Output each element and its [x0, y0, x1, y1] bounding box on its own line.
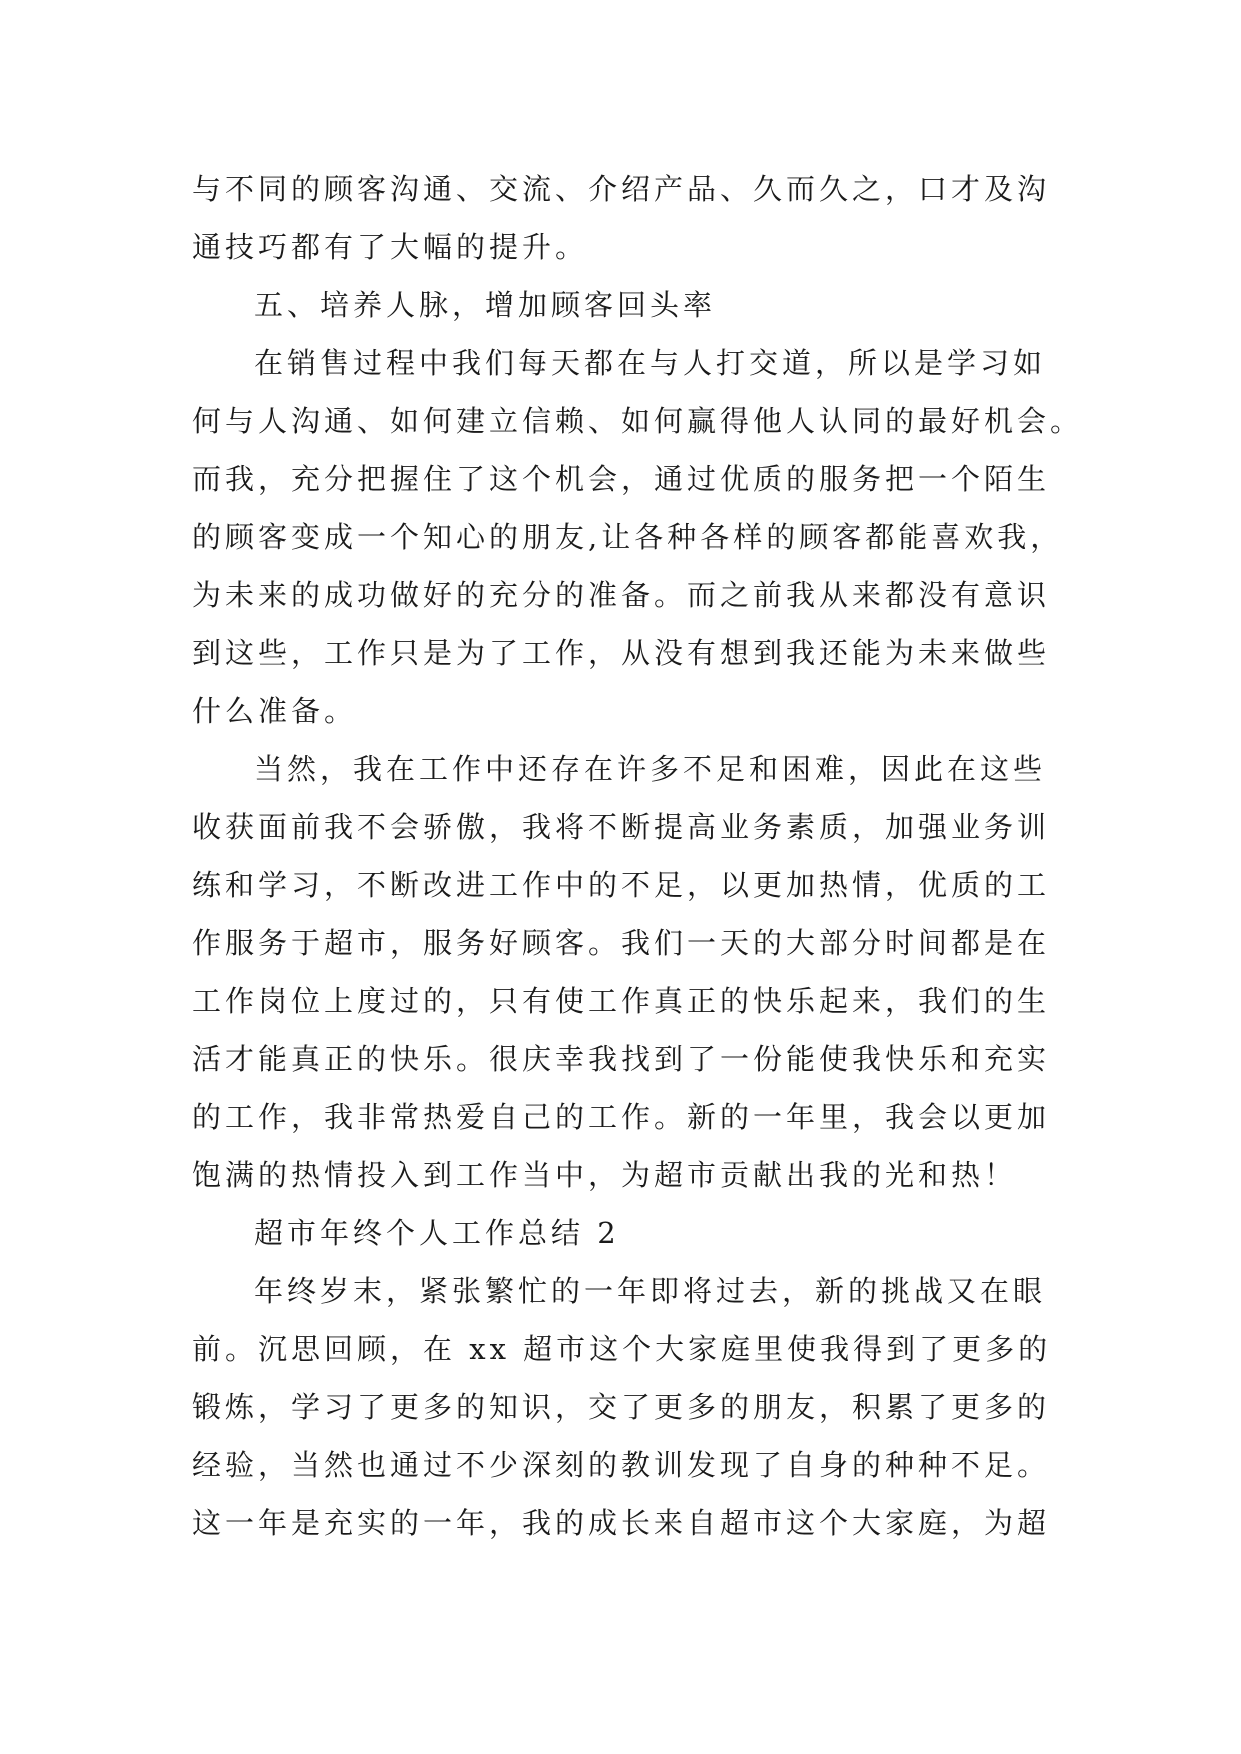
- document-body: [192, 160, 1084, 1552]
- text-line: 经验，当然也通过不少深刻的教训发现了自身的种种不足。: [192, 1448, 1051, 1482]
- text-line: 什么准备。: [192, 694, 358, 728]
- text-line: 与不同的顾客沟通、交流、介绍产品、久而久之，口才及沟: [192, 172, 1051, 206]
- text-line: 锻炼，学习了更多的知识，交了更多的朋友，积累了更多的: [192, 1390, 1051, 1424]
- text-line: 饱满的热情投入到工作当中，为超市贡献出我的光和热！: [192, 1158, 1018, 1192]
- text-line: 而我，充分把握住了这个机会，通过优质的服务把一个陌生: [192, 462, 1051, 496]
- document-subtitle: 超市年终个人工作总结 2: [254, 1216, 620, 1250]
- text-line: 的工作，我非常热爱自己的工作。新的一年里，我会以更加: [192, 1100, 1051, 1134]
- text-line: 通技巧都有了大幅的提升。: [192, 230, 589, 264]
- text-line: 年终岁末，紧张繁忙的一年即将过去，新的挑战又在眼: [254, 1274, 1047, 1308]
- text-line: 前。沉思回顾，在 xx 超市这个大家庭里使我得到了更多的: [192, 1332, 1052, 1366]
- section-heading: 五、培养人脉，增加顾客回头率: [254, 288, 717, 322]
- text-line: 练和学习，不断改进工作中的不足，以更加热情，优质的工: [192, 868, 1051, 902]
- text-line: 活才能真正的快乐。很庆幸我找到了一份能使我快乐和充实: [192, 1042, 1051, 1076]
- text-line: 这一年是充实的一年，我的成长来自超市这个大家庭，为超: [192, 1506, 1051, 1540]
- text-line: 到这些，工作只是为了工作，从没有想到我还能为未来做些: [192, 636, 1051, 670]
- text-line: 在销售过程中我们每天都在与人打交道，所以是学习如: [254, 346, 1047, 380]
- text-line: 当然，我在工作中还存在许多不足和困难，因此在这些: [254, 752, 1047, 786]
- text-line: 作服务于超市，服务好顾客。我们一天的大部分时间都是在: [192, 926, 1051, 960]
- text-line: 何与人沟通、如何建立信赖、如何赢得他人认同的最好机会。: [192, 404, 1084, 438]
- text-line: 为未来的成功做好的充分的准备。而之前我从来都没有意识: [192, 578, 1051, 612]
- text-line: 收获面前我不会骄傲，我将不断提高业务素质，加强业务训: [192, 810, 1051, 844]
- text-line: 工作岗位上度过的，只有使工作真正的快乐起来，我们的生: [192, 984, 1051, 1018]
- text-line: 的顾客变成一个知心的朋友,让各种各样的顾客都能喜欢我，: [192, 520, 1064, 554]
